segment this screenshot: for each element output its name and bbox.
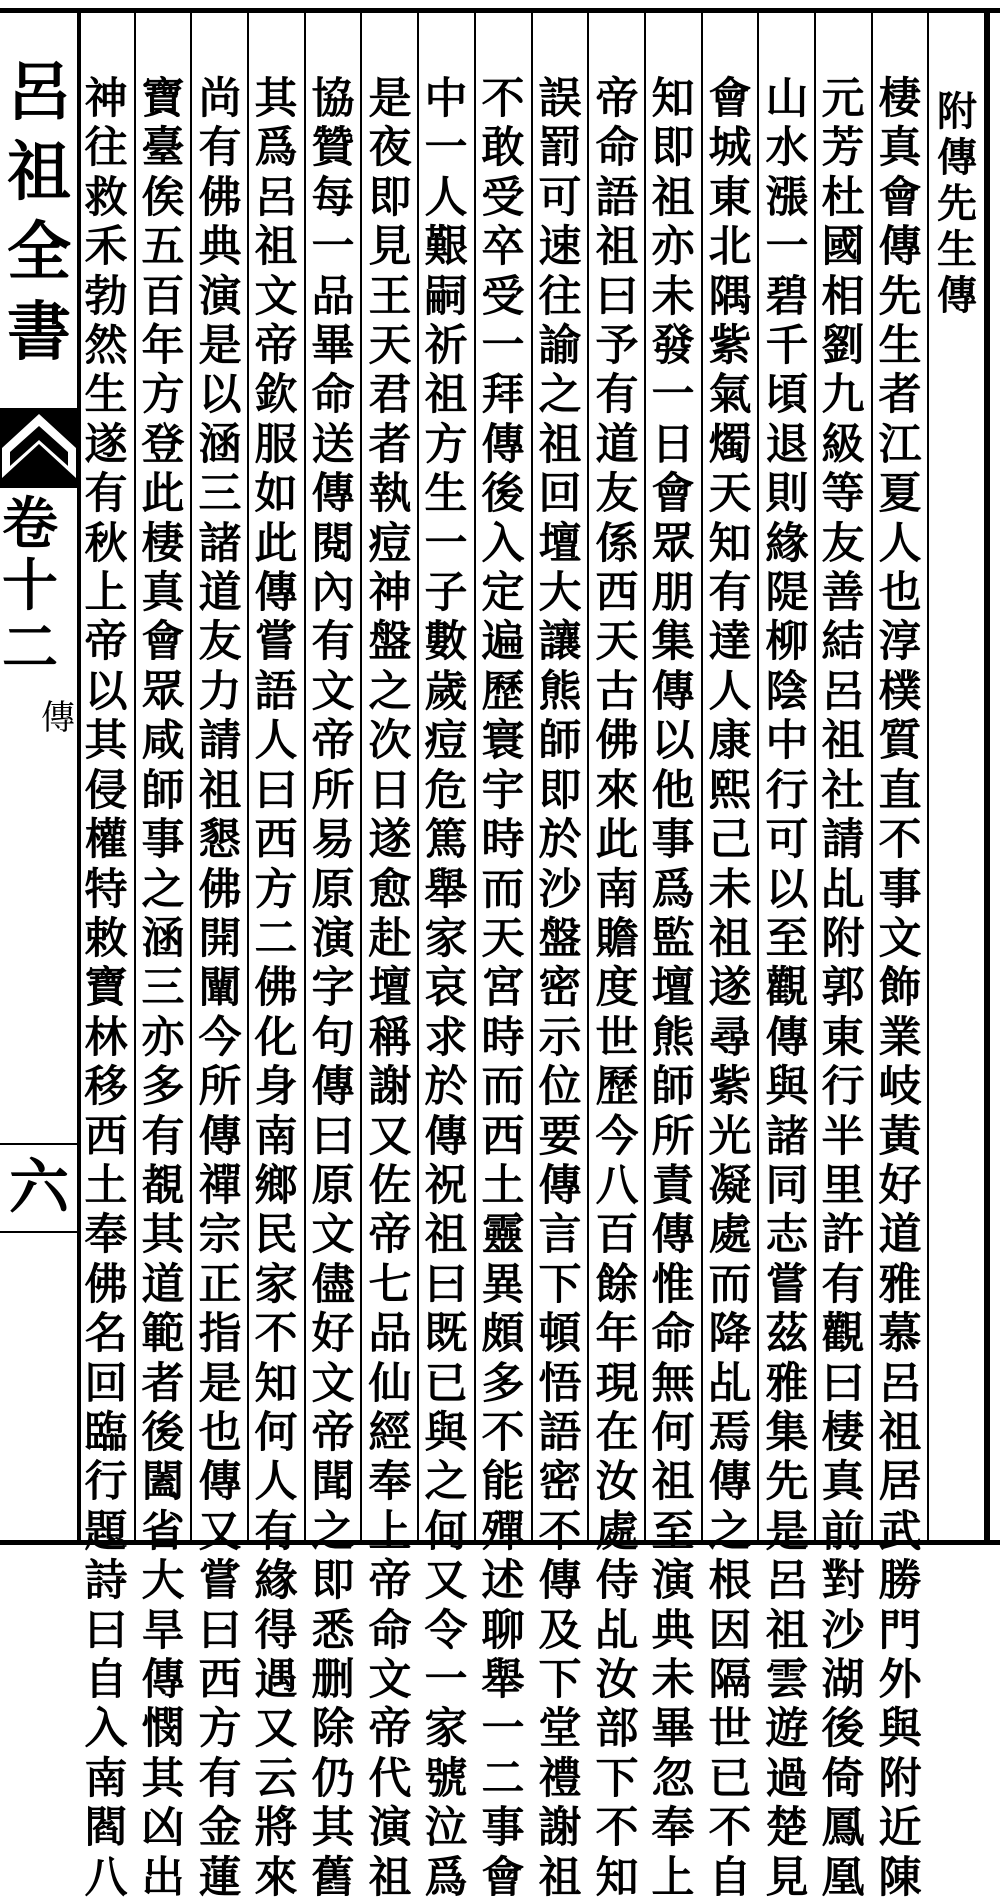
section-label: 傳: [41, 698, 75, 738]
text-column: 尚 有 佛 典 演 是 以 涵 三 諸 道 友 力 請 祖 懇 佛 開 闡 今 所 傳 禪 宗 正 指 是 也 傳 又 嘗 曰 西 方 有 金 蓮: [198, 74, 242, 1903]
volume-char: 十: [2, 553, 58, 619]
text-column: 不 敢 受 卒 受 一 拜 傳 後 入 定 遍 歷 寰 宇 時 而 天 宮 時 而 西 土 靈 異 頗 多 不 能 殫 述 聊 舉 一 二 事 會: [481, 74, 525, 1903]
text-column: 神 往 救 禾 勃 然 生 遂 有 秋 上 帝 以 其 侵 權 特 敕 寶 林 移 西 土 奉 佛 名 回 臨 行 題 詩 曰 自 入 南 閻 八: [84, 74, 128, 1903]
heading-column: 附 傳 先 生 傳: [937, 88, 977, 319]
volume-char: 卷: [2, 491, 58, 557]
volume-char: 二: [2, 615, 58, 681]
book-title-char: 祖: [7, 135, 71, 210]
text-column: 寶 臺 俟 五 百 年 方 登 此 棲 真 會 眾 咸 師 事 之 涵 三 亦 多 有 覩 其 道 範 者 後 闔 省 大 旱 傳 憫 其 凶 出: [141, 74, 185, 1903]
text-column: 中 一 人 艱 嗣 祈 祖 方 生 一 子 數 歲 痘 危 篤 舉 家 哀 求 於 傳 祝 祖 曰 既 已 與 之 何 又 令 一 家 號 泣 爲: [424, 74, 468, 1903]
page-number: 六: [9, 1153, 69, 1223]
text-column: 帝 命 語 祖 曰 予 有 道 友 係 西 天 古 佛 來 此 南 贍 度 世 歷 今 八 百 餘 年 現 在 汝 處 侍 乩 汝 部 下 不 知: [595, 74, 639, 1903]
book-title: [4, 53, 74, 373]
text-column: 其 爲 呂 祖 文 帝 欽 服 如 此 傳 嘗 語 人 曰 西 方 二 佛 化 身 南 鄉 民 家 不 知 何 人 有 緣 得 遇 又 云 將 來: [254, 74, 298, 1903]
book-title-char: 呂: [7, 55, 71, 130]
text-column: 會 城 東 北 隅 紫 氣 燭 天 知 有 達 人 康 熙 己 未 祖 遂 尋 紫 光 凝 處 而 降 乩 焉 傳 之 根 因 隔 世 已 不 自: [708, 74, 752, 1903]
book-title-char: 全: [7, 215, 71, 290]
text-column: 知 即 祖 亦 未 發 一 日 會 眾 朋 集 傳 以 他 事 爲 監 壇 熊 師 所 責 傳 惟 命 無 何 祖 至 演 典 未 畢 忽 奉 上: [651, 74, 695, 1903]
text-column: 誤 罰 可 速 往 諭 之 祖 回 壇 大 讓 熊 師 即 於 沙 盤 密 示 位 要 傳 言 下 頓 悟 語 密 不 傳 及 下 堂 禮 謝 祖: [538, 74, 582, 1903]
volume-label: [2, 493, 56, 679]
text-column: 山 水 漲 一 碧 千 頃 退 則 緣 隄 柳 陰 中 行 可 以 至 觀 傳 與 諸 同 志 嘗 茲 雅 集 先 是 呂 祖 雲 遊 過 楚 見: [765, 74, 809, 1903]
text-body: [78, 13, 985, 1903]
text-column: 是 夜 即 見 王 天 君 者 執 痘 神 盤 之 次 日 遂 愈 赴 壇 稱 謝 又 佐 帝 七 品 仙 經 奉 上 帝 命 文 帝 代 演 祖: [368, 74, 412, 1903]
text-column: 元 芳 杜 國 相 劉 九 級 等 友 善 結 呂 祖 社 請 乩 附 郭 東 行 半 里 許 有 觀 曰 棲 真 前 對 沙 湖 後 倚 鳳 凰: [821, 74, 865, 1903]
text-column: 協 贊 每 一 品 畢 命 送 傳 閱 內 有 文 帝 所 易 原 演 字 句 傳 曰 原 文 儘 好 文 帝 聞 之 即 悉 删 除 仍 其 舊: [311, 74, 355, 1903]
text-column: 棲 真 會 傳 先 生 者 江 夏 人 也 淳 樸 質 直 不 事 文 飾 業 岐 黃 好 道 雅 慕 呂 祖 居 武 勝 門 外 與 附 近 陳: [878, 74, 922, 1903]
book-title-char: 書: [7, 295, 71, 370]
